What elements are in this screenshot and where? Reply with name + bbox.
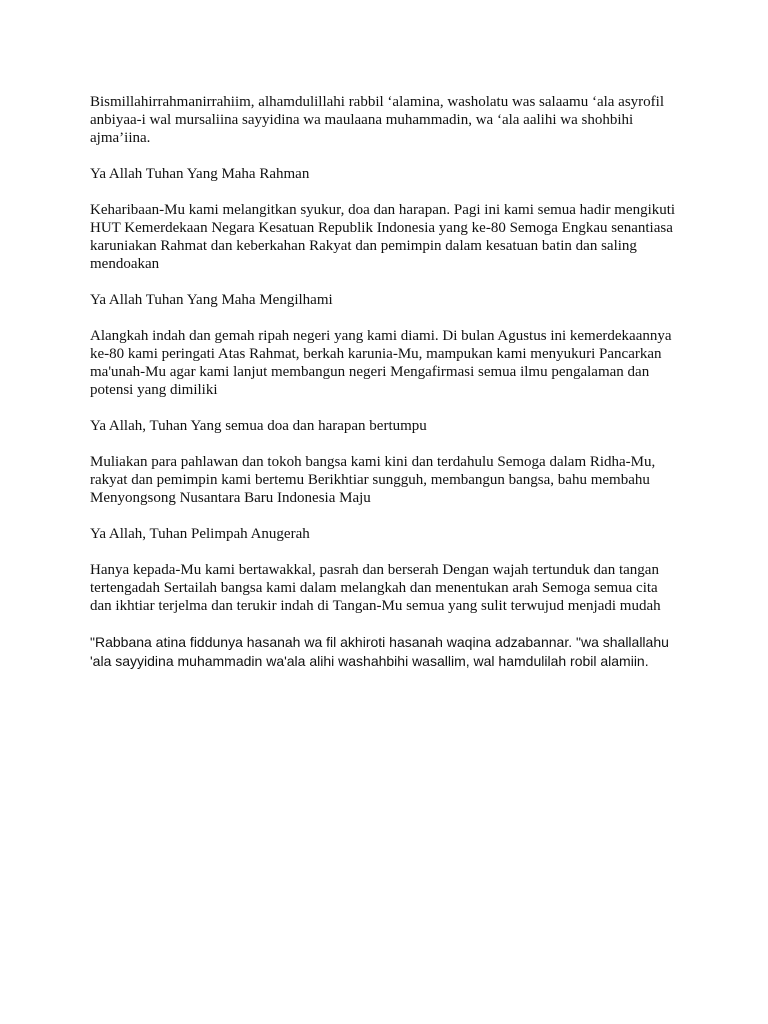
prayer-paragraph-gratitude: Keharibaan-Mu kami melangitkan syukur, doa dan harapan. Pagi ini kami semua hadir mengikuti HUT Kemerdekaan Negara Kesatuan Republik Indonesia yang ke-80 Semoga Engkau senantiasa karuniakan Rahmat dan keberkahan Rakyat dan pemimpin dalam kesatuan batin dan saling mendoakan xyxy=(90,202,676,272)
invocation-heading-rahman: Ya Allah Tuhan Yang Maha Rahman xyxy=(90,166,310,182)
closing-paragraph: "Rabbana atina fiddunya hasanah wa fil akhiroti hasanah waqina adzabannar. "wa shallallahu 'ala sayyidina muhammadin wa'ala alihi washahbihi wasallim, wal hamdulilah robil alamiin. xyxy=(90,634,669,669)
invocation-heading-mengilhami: Ya Allah Tuhan Yang Maha Mengilhami xyxy=(90,292,333,308)
document-page xyxy=(90,93,690,689)
prayer-paragraph-nation: Alangkah indah dan gemah ripah negeri yang kami diami. Di bulan Agustus ini kemerdekaannya ke-80 kami peringati Atas Rahmat, berkah karunia-Mu, mampukan kami menyukuri Pancarkan ma'unah-Mu agar kami lanjut membangun negeri Mengafirmasi semua ilmu pengalaman dan potensi yang dimiliki xyxy=(90,328,672,398)
opening-paragraph: Bismillahirrahmanirrahiim, alhamdulillahi rabbil ‘alamina, washolatu was salaamu ‘ala asyrofil anbiyaa-i wal mursaliina sayyidina wa maulaana muhammadin, wa ‘ala aalihi wa shohbihi ajma’iina. xyxy=(90,94,664,146)
invocation-heading-harapan: Ya Allah, Tuhan Yang semua doa dan harapan bertumpu xyxy=(90,418,427,434)
prayer-paragraph-heroes: Muliakan para pahlawan dan tokoh bangsa kami kini dan terdahulu Semoga dalam Ridha-Mu, rakyat dan pemimpin kami bertemu Berikhtiar sungguh, membangun bangsa, bahu membahu Menyongsong Nusantara Baru Indonesia Maju xyxy=(90,454,656,506)
prayer-paragraph-tawakkal: Hanya kepada-Mu kami bertawakkal, pasrah dan berserah Dengan wajah tertunduk dan tangan tertengadah Sertailah bangsa kami dalam melangkah dan menentukan arah Semoga semua cita dan ikhtiar terjelma dan terukir indah di Tangan-Mu semua yang sulit terwujud menjadi mudah xyxy=(90,562,661,614)
invocation-heading-anugerah: Ya Allah, Tuhan Pelimpah Anugerah xyxy=(90,526,310,542)
